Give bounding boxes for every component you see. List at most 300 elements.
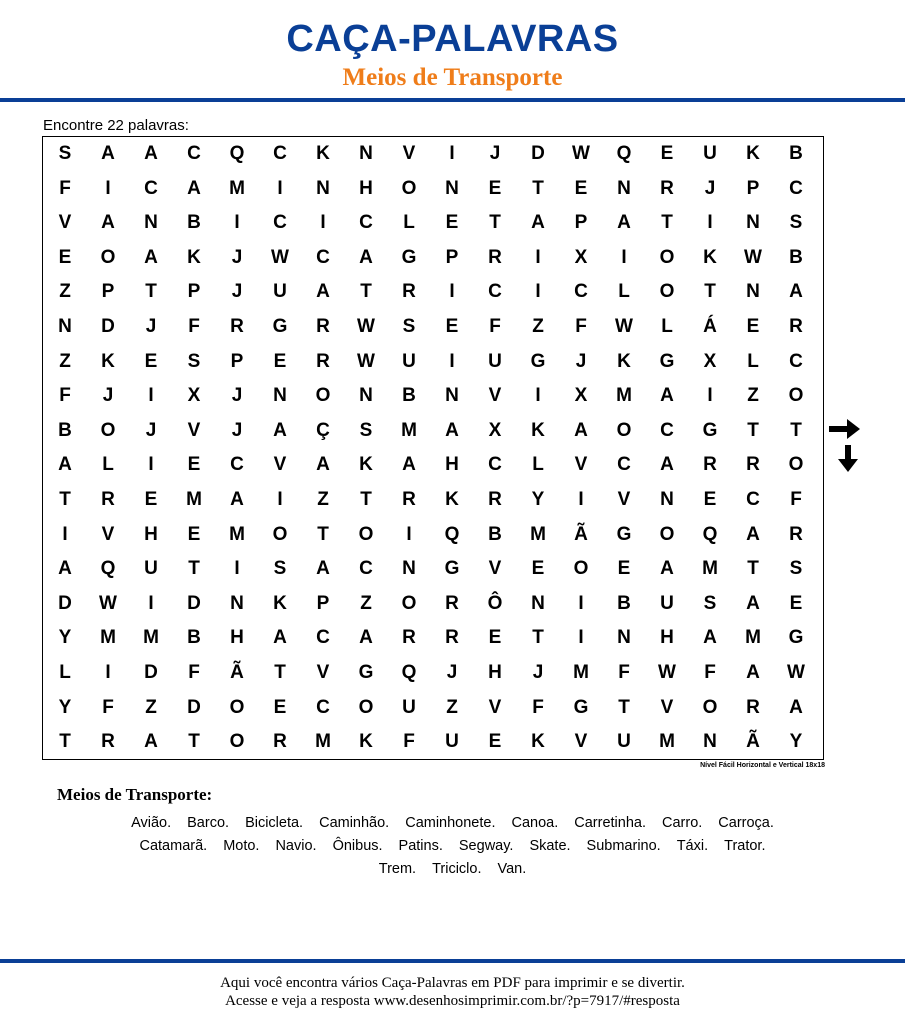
grid-letter[interactable]: H [230, 627, 244, 649]
grid-letter[interactable]: O [702, 696, 718, 718]
grid-letter[interactable]: R [230, 316, 244, 337]
grid-letter[interactable]: I [277, 489, 283, 510]
grid-letter[interactable]: J [231, 281, 243, 303]
grid-letter[interactable]: N [402, 558, 416, 580]
grid-letter[interactable]: R [101, 731, 115, 753]
grid-letter[interactable]: X [187, 385, 201, 407]
grid-letter[interactable]: O [272, 523, 288, 545]
grid-letter[interactable]: I [621, 246, 627, 268]
grid-letter[interactable]: C [359, 212, 373, 234]
grid-letter[interactable]: M [616, 385, 632, 407]
grid-letter[interactable]: Y [531, 489, 545, 510]
grid-letter[interactable]: S [789, 212, 803, 234]
grid-letter[interactable]: U [488, 350, 502, 372]
grid-letter[interactable]: S [703, 592, 717, 614]
grid-letter[interactable]: N [316, 177, 330, 199]
grid-letter[interactable]: T [274, 662, 286, 683]
grid-letter[interactable]: Á [703, 316, 717, 337]
grid-letter[interactable]: O [100, 419, 116, 441]
grid-letter[interactable]: N [230, 592, 244, 614]
grid-letter[interactable]: Q [229, 143, 245, 164]
grid-letter[interactable]: M [315, 731, 331, 753]
grid-letter[interactable]: G [616, 523, 632, 545]
grid-letter[interactable]: B [402, 385, 416, 407]
grid-letter[interactable]: E [187, 454, 201, 476]
grid-letter[interactable]: E [273, 350, 287, 372]
grid-letter[interactable]: G [702, 419, 718, 441]
grid-letter[interactable]: W [658, 662, 676, 683]
grid-letter[interactable]: V [187, 419, 201, 441]
grid-letter[interactable]: X [488, 419, 502, 441]
grid-letter[interactable]: C [144, 177, 158, 199]
grid-letter[interactable]: T [747, 558, 759, 580]
grid-letter[interactable]: B [58, 419, 72, 441]
grid-letter[interactable]: G [573, 696, 589, 718]
grid-letter[interactable]: I [535, 246, 541, 268]
grid-letter[interactable]: M [100, 627, 116, 649]
grid-letter[interactable]: I [449, 281, 455, 303]
grid-letter[interactable]: P [187, 281, 201, 303]
grid-letter[interactable]: R [445, 592, 459, 614]
grid-letter[interactable]: E [144, 489, 158, 510]
grid-letter[interactable]: X [574, 246, 588, 268]
grid-letter[interactable]: A [746, 592, 760, 614]
grid-letter[interactable]: W [271, 246, 289, 268]
grid-letter[interactable]: I [148, 592, 154, 614]
grid-letter[interactable]: C [789, 350, 803, 372]
grid-letter[interactable]: T [618, 696, 630, 718]
grid-letter[interactable]: R [488, 246, 502, 268]
grid-letter[interactable]: E [144, 350, 158, 372]
grid-letter[interactable]: E [574, 177, 588, 199]
grid-letter[interactable]: F [704, 662, 716, 683]
grid-letter[interactable]: R [316, 316, 330, 337]
grid-letter[interactable]: F [618, 662, 630, 683]
grid-letter[interactable]: A [617, 212, 631, 234]
grid-letter[interactable]: S [402, 316, 416, 337]
grid-letter[interactable]: N [531, 592, 545, 614]
grid-letter[interactable]: T [188, 731, 200, 753]
grid-letter[interactable]: R [789, 316, 803, 337]
grid-letter[interactable]: T [661, 212, 673, 234]
grid-letter[interactable]: W [357, 350, 375, 372]
grid-letter[interactable]: U [273, 281, 287, 303]
grid-letter[interactable]: U [703, 143, 717, 164]
grid-letter[interactable]: I [707, 385, 713, 407]
grid-letter[interactable]: S [359, 419, 373, 441]
grid-letter[interactable]: Y [58, 696, 72, 718]
grid-letter[interactable]: Z [317, 489, 329, 510]
grid-letter[interactable]: A [660, 454, 674, 476]
grid-letter[interactable]: K [703, 246, 717, 268]
grid-letter[interactable]: B [187, 212, 201, 234]
grid-letter[interactable]: P [316, 592, 330, 614]
grid-letter[interactable]: A [660, 385, 674, 407]
grid-letter[interactable]: Ã [230, 662, 244, 683]
grid-letter[interactable]: N [359, 143, 373, 164]
grid-letter[interactable]: H [488, 662, 502, 683]
grid-letter[interactable]: R [273, 731, 287, 753]
grid-letter[interactable]: N [273, 385, 287, 407]
grid-letter[interactable]: O [616, 419, 632, 441]
grid-letter[interactable]: R [789, 523, 803, 545]
grid-letter[interactable]: I [578, 592, 584, 614]
grid-letter[interactable]: K [617, 350, 631, 372]
grid-letter[interactable]: N [445, 177, 459, 199]
grid-letter[interactable]: J [446, 662, 458, 683]
grid-letter[interactable]: C [574, 281, 588, 303]
grid-letter[interactable]: Z [446, 696, 458, 718]
grid-letter[interactable]: M [401, 419, 417, 441]
grid-letter[interactable]: D [187, 696, 201, 718]
grid-letter[interactable]: I [277, 177, 283, 199]
grid-letter[interactable]: M [186, 489, 202, 510]
grid-letter[interactable]: E [488, 177, 502, 199]
grid-letter[interactable]: R [660, 177, 674, 199]
grid-letter[interactable]: O [659, 246, 675, 268]
grid-letter[interactable]: O [659, 281, 675, 303]
grid-letter[interactable]: A [316, 558, 330, 580]
grid-letter[interactable]: A [789, 281, 803, 303]
grid-letter[interactable]: O [788, 454, 804, 476]
grid-letter[interactable]: T [360, 281, 372, 303]
grid-letter[interactable]: I [578, 627, 584, 649]
grid-letter[interactable]: C [273, 212, 287, 234]
grid-letter[interactable]: R [316, 350, 330, 372]
grid-letter[interactable]: M [229, 523, 245, 545]
grid-letter[interactable]: T [747, 419, 759, 441]
grid-letter[interactable]: N [445, 385, 459, 407]
grid-letter[interactable]: V [488, 558, 502, 580]
grid-letter[interactable]: O [100, 246, 116, 268]
grid-letter[interactable]: V [660, 696, 674, 718]
grid-letter[interactable]: O [401, 592, 417, 614]
grid-letter[interactable]: L [403, 212, 415, 234]
grid-letter[interactable]: I [234, 558, 240, 580]
grid-letter[interactable]: A [230, 489, 244, 510]
grid-letter[interactable]: A [144, 143, 158, 164]
grid-letter[interactable]: V [402, 143, 416, 164]
grid-letter[interactable]: I [105, 662, 111, 683]
grid-letter[interactable]: F [59, 177, 71, 199]
grid-letter[interactable]: V [617, 489, 631, 510]
grid-letter[interactable]: N [144, 212, 158, 234]
grid-letter[interactable]: E [488, 731, 502, 753]
grid-letter[interactable]: T [704, 281, 716, 303]
grid-letter[interactable]: J [145, 419, 157, 441]
grid-letter[interactable]: G [788, 627, 804, 649]
grid-letter[interactable]: E [187, 523, 201, 545]
grid-letter[interactable]: C [187, 143, 201, 164]
grid-letter[interactable]: D [58, 592, 72, 614]
grid-letter[interactable]: T [59, 489, 71, 510]
grid-letter[interactable]: A [531, 212, 545, 234]
grid-letter[interactable]: Z [59, 350, 71, 372]
grid-letter[interactable]: W [615, 316, 633, 337]
grid-letter[interactable]: J [489, 143, 501, 164]
grid-letter[interactable]: A [789, 696, 803, 718]
grid-letter[interactable]: B [789, 246, 803, 268]
grid-letter[interactable]: A [58, 454, 72, 476]
grid-letter[interactable]: A [58, 558, 72, 580]
grid-letter[interactable]: F [188, 662, 200, 683]
grid-letter[interactable]: O [229, 731, 245, 753]
grid-letter[interactable]: K [746, 143, 760, 164]
grid-letter[interactable]: B [789, 143, 803, 164]
grid-letter[interactable]: A [273, 627, 287, 649]
grid-letter[interactable]: N [617, 177, 631, 199]
grid-letter[interactable]: E [488, 627, 502, 649]
grid-letter[interactable]: Y [789, 731, 803, 753]
grid-letter[interactable]: L [747, 350, 759, 372]
grid-letter[interactable]: U [402, 696, 416, 718]
grid-letter[interactable]: J [704, 177, 716, 199]
grid-letter[interactable]: A [359, 246, 373, 268]
grid-letter[interactable]: R [402, 627, 416, 649]
grid-letter[interactable]: A [101, 143, 115, 164]
grid-letter[interactable]: O [573, 558, 589, 580]
grid-letter[interactable]: B [617, 592, 631, 614]
grid-letter[interactable]: A [703, 627, 717, 649]
grid-letter[interactable]: N [58, 316, 72, 337]
grid-letter[interactable]: K [359, 731, 373, 753]
grid-letter[interactable]: Z [360, 592, 372, 614]
grid-letter[interactable]: V [58, 212, 72, 234]
grid-letter[interactable]: C [488, 454, 502, 476]
grid-letter[interactable]: V [488, 696, 502, 718]
grid-letter[interactable]: C [316, 696, 330, 718]
grid-letter[interactable]: G [272, 316, 288, 337]
grid-letter[interactable]: U [617, 731, 631, 753]
grid-letter[interactable]: C [746, 489, 760, 510]
grid-letter[interactable]: T [317, 523, 329, 545]
grid-letter[interactable]: E [273, 696, 287, 718]
grid-letter[interactable]: K [531, 419, 545, 441]
grid-letter[interactable]: P [101, 281, 115, 303]
grid-letter[interactable]: E [789, 592, 803, 614]
grid-letter[interactable]: J [575, 350, 587, 372]
grid-letter[interactable]: Z [532, 316, 544, 337]
grid-letter[interactable]: C [488, 281, 502, 303]
grid-letter[interactable]: M [143, 627, 159, 649]
grid-letter[interactable]: M [745, 627, 761, 649]
grid-letter[interactable]: K [187, 246, 201, 268]
grid-letter[interactable]: D [187, 592, 201, 614]
grid-letter[interactable]: Z [145, 696, 157, 718]
grid-letter[interactable]: A [101, 212, 115, 234]
grid-letter[interactable]: A [144, 731, 158, 753]
grid-letter[interactable]: I [62, 523, 68, 545]
grid-letter[interactable]: N [660, 489, 674, 510]
grid-letter[interactable]: D [531, 143, 545, 164]
grid-letter[interactable]: K [273, 592, 287, 614]
grid-letter[interactable]: T [532, 627, 544, 649]
grid-letter[interactable]: U [144, 558, 158, 580]
grid-letter[interactable]: T [188, 558, 200, 580]
grid-letter[interactable]: H [660, 627, 674, 649]
grid-letter[interactable]: U [660, 592, 674, 614]
grid-letter[interactable]: E [660, 143, 674, 164]
grid-letter[interactable]: R [488, 489, 502, 510]
grid-letter[interactable]: C [789, 177, 803, 199]
grid-letter[interactable]: Ã [746, 731, 760, 753]
grid-letter[interactable]: I [449, 350, 455, 372]
grid-letter[interactable]: W [572, 143, 590, 164]
grid-letter[interactable]: E [617, 558, 631, 580]
grid-letter[interactable]: T [360, 489, 372, 510]
grid-letter[interactable]: Q [702, 523, 718, 545]
grid-letter[interactable]: B [488, 523, 502, 545]
grid-letter[interactable]: U [445, 731, 459, 753]
grid-letter[interactable]: N [746, 281, 760, 303]
grid-letter[interactable]: J [231, 419, 243, 441]
grid-letter[interactable]: N [359, 385, 373, 407]
grid-letter[interactable]: F [59, 385, 71, 407]
grid-letter[interactable]: Q [616, 143, 632, 164]
grid-letter[interactable]: V [316, 662, 330, 683]
grid-letter[interactable]: I [234, 212, 240, 234]
grid-letter[interactable]: I [406, 523, 412, 545]
grid-letter[interactable]: T [145, 281, 157, 303]
grid-letter[interactable]: I [707, 212, 713, 234]
grid-letter[interactable]: A [660, 558, 674, 580]
grid-letter[interactable]: V [574, 731, 588, 753]
grid-letter[interactable]: G [530, 350, 546, 372]
grid-letter[interactable]: Y [58, 627, 72, 649]
grid-letter[interactable]: S [58, 143, 72, 164]
grid-letter[interactable]: K [445, 489, 459, 510]
grid-letter[interactable]: C [617, 454, 631, 476]
grid-letter[interactable]: E [445, 212, 459, 234]
grid-letter[interactable]: Z [59, 281, 71, 303]
grid-letter[interactable]: A [187, 177, 201, 199]
grid-letter[interactable]: B [187, 627, 201, 649]
grid-letter[interactable]: P [746, 177, 760, 199]
grid-letter[interactable]: W [744, 246, 762, 268]
grid-letter[interactable]: J [145, 316, 157, 337]
grid-letter[interactable]: G [401, 246, 417, 268]
grid-letter[interactable]: W [99, 592, 117, 614]
grid-letter[interactable]: R [101, 489, 115, 510]
grid-letter[interactable]: F [489, 316, 501, 337]
grid-letter[interactable]: M [229, 177, 245, 199]
grid-letter[interactable]: X [574, 385, 588, 407]
grid-letter[interactable]: T [59, 731, 71, 753]
grid-letter[interactable]: M [573, 662, 589, 683]
grid-letter[interactable]: C [273, 143, 287, 164]
grid-letter[interactable]: I [449, 143, 455, 164]
grid-letter[interactable]: A [316, 281, 330, 303]
grid-letter[interactable]: P [574, 212, 588, 234]
grid-letter[interactable]: T [790, 419, 802, 441]
grid-letter[interactable]: V [574, 454, 588, 476]
grid-letter[interactable]: S [187, 350, 201, 372]
grid-letter[interactable]: W [787, 662, 805, 683]
grid-letter[interactable]: E [531, 558, 545, 580]
grid-letter[interactable]: E [445, 316, 459, 337]
grid-letter[interactable]: R [703, 454, 717, 476]
grid-letter[interactable]: J [102, 385, 114, 407]
grid-letter[interactable]: I [320, 212, 326, 234]
grid-letter[interactable]: O [788, 385, 804, 407]
grid-letter[interactable]: F [575, 316, 587, 337]
grid-letter[interactable]: A [359, 627, 373, 649]
grid-letter[interactable]: S [789, 558, 803, 580]
grid-letter[interactable]: N [703, 731, 717, 753]
grid-letter[interactable]: O [358, 523, 374, 545]
grid-letter[interactable]: E [703, 489, 717, 510]
grid-letter[interactable]: A [746, 523, 760, 545]
grid-letter[interactable]: V [101, 523, 115, 545]
grid-letter[interactable]: M [659, 731, 675, 753]
grid-letter[interactable]: I [578, 489, 584, 510]
grid-letter[interactable]: I [535, 281, 541, 303]
grid-letter[interactable]: A [144, 246, 158, 268]
grid-letter[interactable]: R [746, 454, 760, 476]
grid-letter[interactable]: Ç [316, 419, 330, 441]
grid-letter[interactable]: K [101, 350, 115, 372]
grid-letter[interactable]: E [746, 316, 760, 337]
grid-letter[interactable]: Z [747, 385, 759, 407]
grid-letter[interactable]: H [359, 177, 373, 199]
grid-letter[interactable]: C [316, 246, 330, 268]
grid-letter[interactable]: Q [444, 523, 460, 545]
grid-letter[interactable]: Ô [487, 592, 503, 614]
footer-link[interactable]: Acesse e veja a resposta www.desenhosimprimir.com.br/?p=7917/#resposta [225, 993, 680, 1009]
grid-letter[interactable]: I [148, 385, 154, 407]
grid-letter[interactable]: T [532, 177, 544, 199]
grid-letter[interactable]: R [402, 281, 416, 303]
grid-letter[interactable]: N [746, 212, 760, 234]
grid-letter[interactable]: Q [401, 662, 417, 683]
grid-letter[interactable]: F [102, 696, 114, 718]
grid-letter[interactable]: F [790, 489, 802, 510]
grid-letter[interactable]: H [144, 523, 158, 545]
grid-letter[interactable]: D [144, 662, 158, 683]
grid-letter[interactable]: H [445, 454, 459, 476]
grid-letter[interactable]: O [401, 177, 417, 199]
grid-letter[interactable]: A [746, 662, 760, 683]
grid-letter[interactable]: L [59, 662, 71, 683]
grid-letter[interactable]: V [488, 385, 502, 407]
grid-letter[interactable]: G [358, 662, 374, 683]
grid-letter[interactable]: F [188, 316, 200, 337]
grid-letter[interactable]: O [659, 523, 675, 545]
grid-letter[interactable]: A [316, 454, 330, 476]
grid-letter[interactable]: L [618, 281, 630, 303]
grid-letter[interactable]: J [532, 662, 544, 683]
grid-letter[interactable]: C [316, 627, 330, 649]
grid-letter[interactable]: M [530, 523, 546, 545]
grid-letter[interactable]: M [702, 558, 718, 580]
grid-letter[interactable]: R [746, 696, 760, 718]
grid-letter[interactable]: L [102, 454, 114, 476]
grid-letter[interactable]: R [402, 489, 416, 510]
grid-letter[interactable]: L [661, 316, 673, 337]
grid-letter[interactable]: Q [100, 558, 116, 580]
grid-letter[interactable]: F [403, 731, 415, 753]
grid-letter[interactable]: I [535, 385, 541, 407]
grid-letter[interactable]: P [445, 246, 459, 268]
grid-letter[interactable]: G [659, 350, 675, 372]
grid-letter[interactable]: A [402, 454, 416, 476]
grid-letter[interactable]: G [444, 558, 460, 580]
grid-letter[interactable]: X [703, 350, 717, 372]
grid-letter[interactable]: A [445, 419, 459, 441]
grid-letter[interactable]: L [532, 454, 544, 476]
grid-letter[interactable]: S [273, 558, 287, 580]
grid-letter[interactable]: C [359, 558, 373, 580]
